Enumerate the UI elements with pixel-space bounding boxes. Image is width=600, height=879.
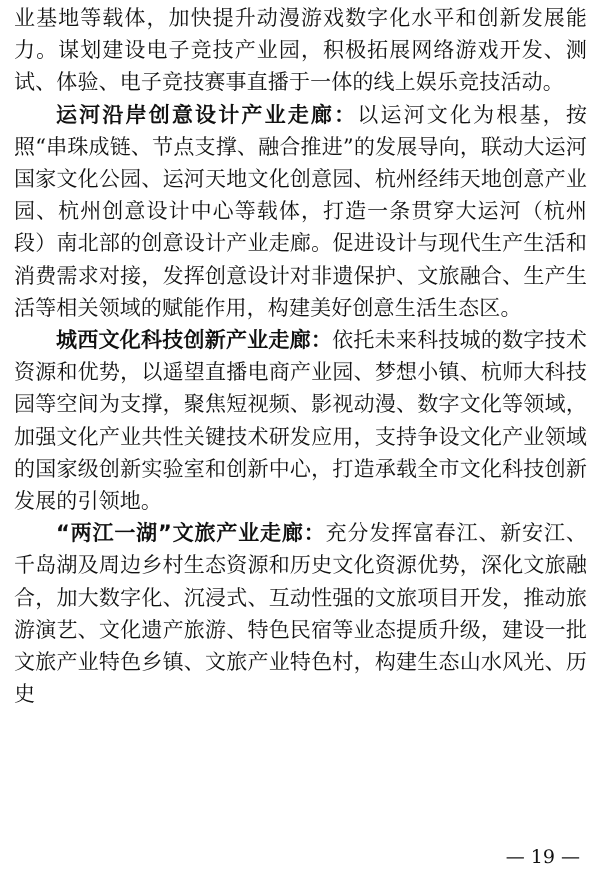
paragraph-canal-corridor — [14, 99, 587, 324]
paragraph-heading: 城西文化科技创新产业走廊： — [56, 328, 333, 353]
paragraph-body: 业基地等载体，加快提升动漫游戏数字化水平和创新发展能力。谋划建设电子竞技产业园，积极拓展网络游戏开发、测试、体验、电子竞技赛事直播于一体的线上娱乐竞技活动。 — [14, 6, 587, 95]
paragraph-body: 依托未来科技城的数字技术资源和优势，以遥望直播电商产业园、梦想小镇、杭师大科技园等空间为支撑，聚焦短视频、影视动漫、数字文化等领域，加强文化产业共性关键技术研发应用，支持争设文化产业领域的国家级创新实验室和创新中心，打造承载全市文化科技创新发展的引领地。 — [14, 328, 587, 514]
paragraph-west-city-corridor — [14, 324, 587, 517]
paragraph-two-rivers-one-lake-corridor — [14, 517, 587, 710]
paragraph-continuation — [14, 2, 587, 99]
paragraph-heading: “两江一湖”文旅产业走廊： — [56, 521, 326, 546]
page-number: — 19 — — [505, 846, 580, 868]
paragraph-body: 充分发挥富春江、新安江、千岛湖及周边乡村生态资源和历史文化资源优势，深化文旅融合，加大数字化、沉浸式、互动性强的文旅项目开发，推动旅游演艺、文化遗产旅游、特色民宿等业态提质升级，建设一批文旅产业特色乡镇、文旅产业特色村，构建生态山水风光、历史 — [14, 521, 587, 707]
paragraph-body: 以运河文化为根基，按照“串珠成链、节点支撑、融合推进”的发展导向，联动大运河国家文化公园、运河天地文化创意园、杭州经纬天地创意产业园、杭州创意设计中心等载体，打造一条贯穿大运河（杭州段）南北部的创意设计产业走廊。促进设计与现代生产生活和消费需求对接，发挥创意设计对非遗保护、文旅融合、生产生活等相关领域的赋能作用，构建美好创意生活生态区。 — [14, 102, 588, 320]
document-page — [14, 2, 587, 710]
paragraph-heading: 运河沿岸创意设计产业走廊： — [56, 102, 358, 127]
